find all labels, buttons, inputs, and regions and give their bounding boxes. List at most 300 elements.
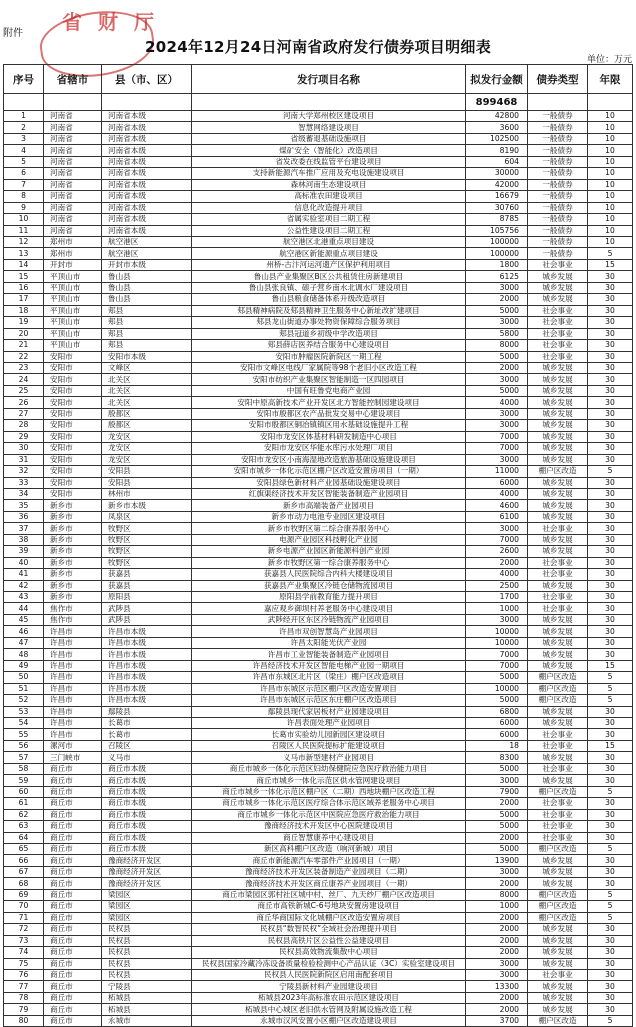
row-amount: 8300 [466,752,528,763]
row-county: 原阳县 [102,592,192,603]
row-term: 30 [588,626,633,637]
row-city: 平顶山市 [44,340,102,351]
row-city: 许昌市 [44,695,102,706]
row-amount: 3700 [466,1015,528,1026]
table-row [4,340,633,351]
row-county: 郏县 [102,317,192,328]
row-city: 商丘市 [44,947,102,958]
row-index: 70 [4,901,44,912]
unit-label: 单位：万元 [586,55,632,65]
row-city: 平顶山市 [44,282,102,293]
row-term: 30 [588,362,633,373]
row-county: 许昌市本级 [102,626,192,637]
row-amount: 3000 [466,969,528,980]
row-project-name: 信息化改造提升项目 [192,202,466,213]
row-bond-type: 社会事业 [528,569,588,580]
row-county: 商丘市本级 [102,832,192,843]
row-county: 北关区 [102,397,192,408]
row-index: 15 [4,271,44,282]
row-county: 安阳县 [102,466,192,477]
row-bond-type: 城乡发展 [528,878,588,889]
row-term: 30 [588,488,633,499]
table-row [4,924,633,935]
row-index: 1 [4,111,44,122]
row-project-name: 豫商经济技术开发区中心医院建设项目 [192,821,466,832]
table-row [4,557,633,568]
row-county: 河南省本级 [102,168,192,179]
row-city: 漯河市 [44,740,102,751]
row-city: 商丘市 [44,775,102,786]
row-index: 16 [4,282,44,293]
row-bond-type: 城乡发展 [528,511,588,522]
row-term: 30 [588,969,633,980]
table-row [4,477,633,488]
row-index: 74 [4,947,44,958]
row-term: 30 [588,718,633,729]
row-project-name: 民权县高铁片区公益性公益建设项目 [192,935,466,946]
row-bond-type: 城乡发展 [528,488,588,499]
row-project-name: 州桥-古汴河运河遗产区保护利用项目 [192,259,466,270]
row-amount: 2000 [466,947,528,958]
row-county: 商丘市本级 [102,763,192,774]
row-project-name: 原阳县学前教育能力提升项目 [192,592,466,603]
row-amount: 3000 [466,454,528,465]
row-index: 41 [4,569,44,580]
table-row [4,786,633,797]
row-county: 柘城县 [102,1004,192,1015]
row-city: 安阳市 [44,443,102,454]
table-row [4,282,633,293]
row-project-name: 支持新能源汽车推广应用及充电设施建设项目 [192,168,466,179]
row-county: 商丘市本级 [102,821,192,832]
row-city: 商丘市 [44,935,102,946]
row-term: 5 [588,912,633,923]
row-city: 商丘市 [44,992,102,1003]
row-amount: 1000 [466,603,528,614]
row-county: 宁陵县 [102,981,192,992]
row-county: 商丘市本级 [102,798,192,809]
row-amount: 6125 [466,271,528,282]
row-index: 44 [4,603,44,614]
row-project-name: 煤矿安全（智能化）改造项目 [192,145,466,156]
row-bond-type: 城乡发展 [528,408,588,419]
row-bond-type: 城乡发展 [528,626,588,637]
row-project-name: 航空港区新能源重点项目建设 [192,248,466,259]
table-row [4,133,633,144]
row-project-name: 许昌太阳能光伏产业园 [192,637,466,648]
table-row [4,488,633,499]
table-row [4,362,633,373]
row-term: 30 [588,866,633,877]
row-bond-type: 棚户区改造 [528,672,588,683]
row-index: 61 [4,798,44,809]
row-city: 安阳市 [44,362,102,373]
row-term: 30 [588,511,633,522]
row-bond-type: 一般债券 [528,202,588,213]
row-index: 17 [4,294,44,305]
row-project-name: 安阳市城乡一体化示范区棚户区改造安置房项目（一期） [192,466,466,477]
row-project-name: 许昌市工业智能装备制造产业园项目 [192,649,466,660]
row-project-name: 商丘智慧康养中心建设项目 [192,832,466,843]
col-header-project: 发行项目名称 [192,65,466,94]
row-bond-type: 城乡发展 [528,924,588,935]
row-term: 5 [588,683,633,694]
row-amount: 3000 [466,317,528,328]
row-county: 牧野区 [102,557,192,568]
table-row [4,466,633,477]
row-bond-type: 城乡发展 [528,775,588,786]
row-county: 民权县 [102,924,192,935]
row-amount: 604 [466,156,528,167]
row-bond-type: 社会事业 [528,832,588,843]
row-index: 40 [4,557,44,568]
row-term: 5 [588,901,633,912]
row-bond-type: 城乡发展 [528,580,588,591]
row-city: 河南省 [44,111,102,122]
row-bond-type: 城乡发展 [528,992,588,1003]
row-term: 5 [588,248,633,259]
row-county: 殷都区 [102,420,192,431]
row-index: 12 [4,236,44,247]
row-county: 许昌市本级 [102,683,192,694]
row-county: 新乡市本级 [102,500,192,511]
row-project-name: 许昌市双创智慧岛产业园项目 [192,626,466,637]
row-county: 河南省本级 [102,191,192,202]
row-county: 郏县 [102,305,192,316]
row-term: 10 [588,202,633,213]
row-bond-type: 一般债券 [528,179,588,190]
row-county: 梁园区 [102,889,192,900]
row-amount: 4000 [466,397,528,408]
row-county: 柘城县 [102,992,192,1003]
row-index: 47 [4,637,44,648]
table-row [4,729,633,740]
row-index: 48 [4,649,44,660]
row-bond-type: 社会事业 [528,523,588,534]
table-row [4,214,633,225]
row-bond-type: 城乡发展 [528,282,588,293]
row-term: 30 [588,454,633,465]
row-project-name: 许昌经济技术开发区智能电梯产业园一期项目 [192,660,466,671]
row-term: 30 [588,523,633,534]
row-term: 5 [588,672,633,683]
row-term: 30 [588,763,633,774]
table-header-row [4,65,633,94]
row-index: 43 [4,592,44,603]
row-term: 30 [588,981,633,992]
table-row [4,981,633,992]
row-index: 68 [4,878,44,889]
row-index: 10 [4,214,44,225]
table-row [4,351,633,362]
row-bond-type: 棚户区改造 [528,889,588,900]
row-county: 航空港区 [102,248,192,259]
row-county: 梁园区 [102,912,192,923]
row-bond-type: 社会事业 [528,603,588,614]
row-county: 许昌市本级 [102,672,192,683]
row-index: 3 [4,133,44,144]
row-index: 5 [4,156,44,167]
row-county: 龙安区 [102,454,192,465]
row-city: 安阳市 [44,477,102,488]
row-county: 豫商经济开发区 [102,866,192,877]
row-city: 安阳市 [44,454,102,465]
row-index: 76 [4,969,44,980]
row-project-name: 新乡市牧野区第二综合康养服务中心 [192,523,466,534]
table-row [4,454,633,465]
row-city: 商丘市 [44,855,102,866]
row-county: 武陟县 [102,614,192,625]
row-amount: 6000 [466,477,528,488]
row-amount: 3000 [466,866,528,877]
row-city: 商丘市 [44,763,102,774]
row-index: 59 [4,775,44,786]
total-cell-empty [102,94,192,111]
row-project-name: 郏县龙山街道办事处物资保障综合服务项目 [192,317,466,328]
row-county: 商丘市本级 [102,844,192,855]
row-project-name: 安阳市纺织产业集聚区智能制造一区四园项目 [192,374,466,385]
row-amount: 7000 [466,660,528,671]
row-index: 71 [4,912,44,923]
row-index: 7 [4,179,44,190]
row-term: 10 [588,214,633,225]
row-term: 30 [588,408,633,419]
row-amount: 3000 [466,958,528,969]
total-cell-empty [528,94,588,111]
table-row [4,156,633,167]
row-city: 平顶山市 [44,317,102,328]
row-amount: 1000 [466,901,528,912]
row-term: 30 [588,317,633,328]
row-amount: 6100 [466,511,528,522]
row-index: 33 [4,477,44,488]
table-row [4,271,633,282]
row-term: 30 [588,271,633,282]
row-bond-type: 棚户区改造 [528,1015,588,1026]
row-project-name: 安阳市龙安区体基材料研发制造中心项目 [192,431,466,442]
row-amount: 6000 [466,718,528,729]
row-term: 30 [588,775,633,786]
row-project-name: 新乡市高端装备产业园项目 [192,500,466,511]
row-project-name: 豫商经济技术开发区商丘康养产业园项目（一期） [192,878,466,889]
row-city: 许昌市 [44,718,102,729]
row-county: 永城市 [102,1015,192,1026]
row-index: 24 [4,374,44,385]
row-project-name: 新区高科棚户区改造（响河新城）项目 [192,844,466,855]
row-project-name: 高标准农田建设项目 [192,191,466,202]
row-county: 商丘市本级 [102,809,192,820]
row-term: 5 [588,844,633,855]
row-city: 安阳市 [44,420,102,431]
row-county: 河南省本级 [102,225,192,236]
table-row [4,935,633,946]
table-row [4,179,633,190]
table-row [4,374,633,385]
row-bond-type: 城乡发展 [528,385,588,396]
row-bond-type: 一般债券 [528,133,588,144]
row-term: 30 [588,855,633,866]
row-bond-type: 城乡发展 [528,454,588,465]
row-project-name: 安阳市文峰区电线厂家属院等98个老旧小区改造工程 [192,362,466,373]
row-county: 龙安区 [102,431,192,442]
table-row [4,328,633,339]
row-bond-type: 社会事业 [528,969,588,980]
row-project-name: 商丘市城乡一体化示范区棚户区（二期）西地块棚户区改造工程 [192,786,466,797]
table-row [4,821,633,832]
table-row [4,317,633,328]
row-amount: 5000 [466,809,528,820]
row-project-name: 柘城县中心城区老旧供水管网及附属设施改造工程 [192,1004,466,1015]
row-city: 新乡市 [44,557,102,568]
row-project-name: 安阳县绿色新材料产业园基础设施建设项目 [192,477,466,488]
row-project-name: 省属实验室项目二期工程 [192,214,466,225]
row-amount: 6000 [466,729,528,740]
row-county: 许昌市本级 [102,660,192,671]
row-bond-type: 城乡发展 [528,420,588,431]
row-bond-type: 城乡发展 [528,660,588,671]
table-row [4,420,633,431]
row-county: 安阳市本级 [102,351,192,362]
row-term: 5 [588,889,633,900]
table-row [4,855,633,866]
row-index: 36 [4,511,44,522]
row-term: 30 [588,385,633,396]
table-row [4,236,633,247]
row-bond-type: 城乡发展 [528,431,588,442]
row-index: 19 [4,317,44,328]
row-amount: 16679 [466,191,528,202]
table-row [4,649,633,660]
row-index: 52 [4,695,44,706]
row-project-name: 河南大学郑州校区建设项目 [192,111,466,122]
row-amount: 5800 [466,328,528,339]
row-county: 鲁山县 [102,294,192,305]
row-city: 商丘市 [44,901,102,912]
row-term: 30 [588,328,633,339]
row-project-name: 安阳市殷都区农产品批发交易中心建设项目 [192,408,466,419]
row-term: 5 [588,1015,633,1026]
row-index: 55 [4,729,44,740]
row-term: 30 [588,935,633,946]
row-city: 许昌市 [44,637,102,648]
row-term: 15 [588,259,633,270]
table-row [4,592,633,603]
row-term: 30 [588,832,633,843]
row-project-name: 郏县薛店医养结合服务中心建设项目 [192,340,466,351]
row-county: 龙安区 [102,443,192,454]
row-term: 30 [588,294,633,305]
row-project-name: 安阳市龙安区华能水库污水处理厂项目 [192,443,466,454]
row-term: 30 [588,947,633,958]
row-project-name: 安阳市殷都区铜冶镇镇区用水基础设施提升工程 [192,420,466,431]
row-bond-type: 棚户区改造 [528,912,588,923]
row-index: 42 [4,580,44,591]
row-amount: 5000 [466,351,528,362]
row-project-name: 新乡市动力电池专业园区建设项目 [192,511,466,522]
row-city: 商丘市 [44,821,102,832]
table-row [4,603,633,614]
row-term: 30 [588,798,633,809]
row-amount: 5000 [466,695,528,706]
row-amount: 7000 [466,443,528,454]
table-row [4,408,633,419]
row-amount: 100000 [466,236,528,247]
row-index: 28 [4,420,44,431]
row-county: 豫商经济开发区 [102,855,192,866]
row-amount: 1700 [466,592,528,603]
row-project-name: 红旗渠经济技术开发区智能装备制造产业园项目 [192,488,466,499]
row-project-name: 召陵区人民医院提标扩能建设项目 [192,740,466,751]
table-row [4,866,633,877]
row-bond-type: 棚户区改造 [528,466,588,477]
bond-detail-table [3,64,633,1027]
row-amount: 3000 [466,523,528,534]
table-body [4,94,633,1027]
table-row [4,443,633,454]
row-bond-type: 城乡发展 [528,718,588,729]
row-term: 30 [588,305,633,316]
row-bond-type: 一般债券 [528,225,588,236]
row-county: 河南省本级 [102,145,192,156]
table-row [4,614,633,625]
row-index: 79 [4,1004,44,1015]
row-bond-type: 城乡发展 [528,614,588,625]
row-bond-type: 棚户区改造 [528,786,588,797]
row-city: 河南省 [44,225,102,236]
row-index: 8 [4,191,44,202]
row-amount: 30000 [466,168,528,179]
row-city: 平顶山市 [44,271,102,282]
row-city: 安阳市 [44,385,102,396]
row-index: 66 [4,855,44,866]
table-row [4,740,633,751]
row-bond-type: 城乡发展 [528,935,588,946]
row-bond-type: 社会事业 [528,763,588,774]
row-index: 80 [4,1015,44,1026]
row-city: 新乡市 [44,500,102,511]
row-city: 商丘市 [44,832,102,843]
row-amount: 2000 [466,878,528,889]
row-county: 河南省本级 [102,111,192,122]
row-project-name: 省发改委在线监管平台建设项目 [192,156,466,167]
row-amount: 2000 [466,1004,528,1015]
row-term: 30 [588,1004,633,1015]
row-city: 三门峡市 [44,752,102,763]
row-index: 78 [4,992,44,1003]
table-row [4,202,633,213]
row-city: 商丘市 [44,969,102,980]
row-city: 商丘市 [44,878,102,889]
row-project-name: 嘉应观乡御坝村养老服务中心建设项目 [192,603,466,614]
row-city: 安阳市 [44,466,102,477]
row-term: 5 [588,695,633,706]
row-bond-type: 城乡发展 [528,855,588,866]
row-county: 河南省本级 [102,214,192,225]
row-index: 39 [4,546,44,557]
row-project-name: 新乡市牧野区第一综合康养服务中心 [192,557,466,568]
table-row [4,958,633,969]
row-county: 林州市 [102,488,192,499]
row-city: 新乡市 [44,569,102,580]
table-row [4,523,633,534]
row-bond-type: 社会事业 [528,809,588,820]
table-row [4,511,633,522]
row-index: 67 [4,866,44,877]
row-bond-type: 社会事业 [528,328,588,339]
table-row [4,431,633,442]
row-project-name: 获嘉县人民医院综合内科大楼建设项目 [192,569,466,580]
row-bond-type: 社会事业 [528,340,588,351]
